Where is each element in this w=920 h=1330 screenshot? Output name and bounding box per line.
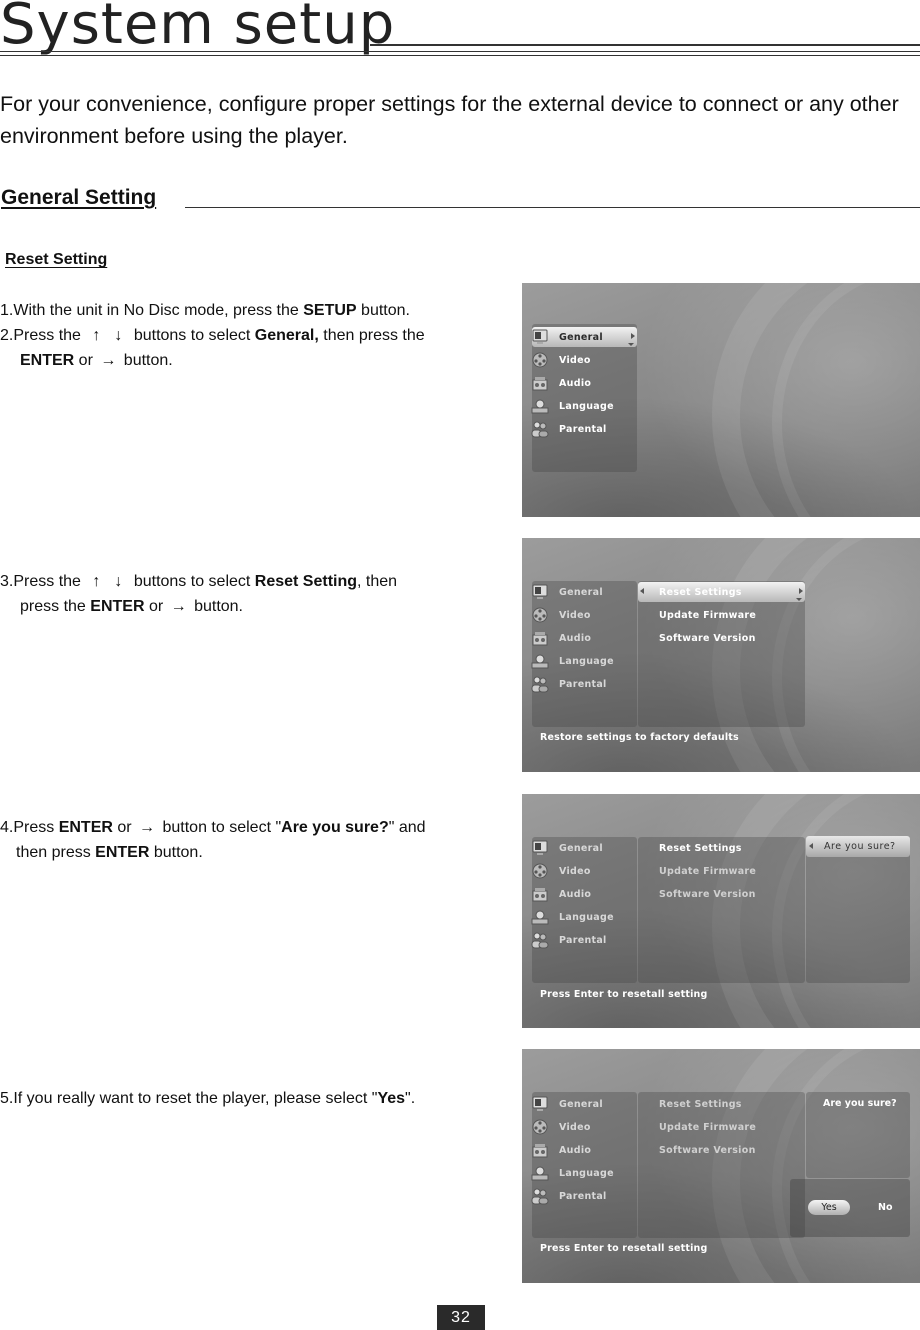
- people-icon: [530, 419, 550, 439]
- osd-submenu-panel: [638, 837, 805, 983]
- speaker-icon: [530, 1140, 550, 1160]
- osd-menu-item-audio[interactable]: Audio: [530, 1140, 625, 1160]
- step-5: 5.If you really want to reset the player, please select "Yes".: [0, 1090, 416, 1107]
- osd-menu-item-language[interactable]: Language: [530, 1163, 625, 1183]
- title-rule: [370, 44, 920, 46]
- osd-footer-hint: Press Enter to resetall setting: [540, 989, 708, 1000]
- osd-screen-2: [522, 538, 920, 772]
- no-button[interactable]: No: [878, 1202, 893, 1213]
- globe-icon: [530, 651, 550, 671]
- osd-confirm-panel: [806, 837, 910, 983]
- globe-icon: [530, 1163, 550, 1183]
- osd-menu-item-language[interactable]: Language: [530, 907, 625, 927]
- step-3: 3.Press the ↑ ↓ buttons to select Reset Setting, then press the ENTER or → button.: [0, 569, 500, 619]
- osd-menu-item-general[interactable]: General: [530, 838, 625, 858]
- down-arrow-icon: ↓: [114, 327, 123, 344]
- osd-menu-item-general[interactable]: General: [530, 1094, 625, 1114]
- step-4: 4.Press ENTER or → button to select "Are you sure?" and then press ENTER button.: [0, 815, 500, 865]
- right-arrow-icon: →: [100, 352, 117, 369]
- osd-menu-item-video[interactable]: Video: [530, 1117, 625, 1137]
- osd-screen-4: [522, 1049, 920, 1283]
- are-you-sure-button[interactable]: Are you sure?: [806, 836, 910, 857]
- osd-menu-item-general[interactable]: General: [530, 582, 625, 602]
- osd-submenu-item-version[interactable]: Software Version: [659, 889, 756, 900]
- osd-submenu-panel: [638, 1092, 805, 1238]
- osd-menu-item-audio[interactable]: Audio: [530, 373, 625, 393]
- osd-footer-hint: Press Enter to resetall setting: [540, 1243, 708, 1254]
- up-arrow-icon: ↑: [92, 573, 101, 590]
- osd-submenu-panel: [638, 581, 805, 727]
- step-1: 1.With the unit in No Disc mode, press the SETUP button.: [0, 302, 410, 319]
- speaker-icon: [530, 373, 550, 393]
- osd-submenu-item-firmware[interactable]: Update Firmware: [659, 1122, 757, 1133]
- osd-menu-item-audio[interactable]: Audio: [530, 884, 625, 904]
- osd-menu-item-audio[interactable]: Audio: [530, 628, 625, 648]
- speaker-icon: [530, 884, 550, 904]
- monitor-icon: [530, 838, 550, 858]
- right-arrow-icon: →: [139, 819, 156, 836]
- page-number: 32: [437, 1305, 485, 1330]
- section-title: General Setting: [1, 186, 157, 209]
- osd-menu-item-parental[interactable]: Parental: [530, 1186, 625, 1206]
- monitor-icon: [530, 582, 550, 602]
- monitor-icon: [530, 1094, 550, 1114]
- osd-submenu-item-firmware[interactable]: Update Firmware: [659, 610, 757, 621]
- osd-menu-item-parental[interactable]: Parental: [530, 674, 625, 694]
- globe-icon: [530, 396, 550, 416]
- osd-menu-item-general[interactable]: General: [530, 327, 625, 347]
- people-icon: [530, 674, 550, 694]
- film-reel-icon: [530, 1117, 550, 1137]
- section-rule: [185, 207, 920, 208]
- osd-menu-item-language[interactable]: Language: [530, 396, 625, 416]
- monitor-icon: [530, 327, 550, 347]
- osd-screen-1: [522, 283, 920, 517]
- speaker-icon: [530, 628, 550, 648]
- film-reel-icon: [530, 861, 550, 881]
- page-title: System setup: [0, 0, 396, 57]
- osd-submenu-item-reset[interactable]: Reset Settings: [659, 843, 742, 854]
- osd-menu-item-parental[interactable]: Parental: [530, 419, 625, 439]
- osd-menu-item-language[interactable]: Language: [530, 651, 625, 671]
- osd-submenu-item-version[interactable]: Software Version: [659, 1145, 756, 1156]
- osd-submenu-item-version[interactable]: Software Version: [659, 633, 756, 644]
- osd-submenu-item-reset[interactable]: Reset Settings: [659, 1099, 742, 1110]
- globe-icon: [530, 907, 550, 927]
- down-arrow-icon: ↓: [114, 573, 123, 590]
- osd-menu-item-video[interactable]: Video: [530, 861, 625, 881]
- osd-submenu-item-reset[interactable]: Reset Settings: [659, 587, 742, 598]
- people-icon: [530, 930, 550, 950]
- intro-text: For your convenience, configure proper settings for the external device to connect or any other environment before using the player.: [0, 92, 899, 148]
- up-arrow-icon: ↑: [92, 327, 101, 344]
- yes-button[interactable]: Yes: [808, 1200, 850, 1215]
- people-icon: [530, 1186, 550, 1206]
- title-rule-thin-2: [0, 55, 920, 56]
- step-2: 2.Press the ↑ ↓ buttons to select General, then press the ENTER or → button.: [0, 323, 500, 373]
- osd-footer-hint: Restore settings to factory defaults: [540, 732, 739, 743]
- osd-screen-3: [522, 794, 920, 1028]
- film-reel-icon: [530, 605, 550, 625]
- confirm-heading: Are you sure?: [823, 1098, 897, 1109]
- subsection-title: Reset Setting: [5, 251, 108, 268]
- film-reel-icon: [530, 350, 550, 370]
- osd-menu-item-video[interactable]: Video: [530, 350, 625, 370]
- title-rule-thin: [0, 51, 920, 52]
- right-arrow-icon: →: [170, 598, 187, 615]
- osd-submenu-item-firmware[interactable]: Update Firmware: [659, 866, 757, 877]
- osd-menu-item-parental[interactable]: Parental: [530, 930, 625, 950]
- osd-menu-item-video[interactable]: Video: [530, 605, 625, 625]
